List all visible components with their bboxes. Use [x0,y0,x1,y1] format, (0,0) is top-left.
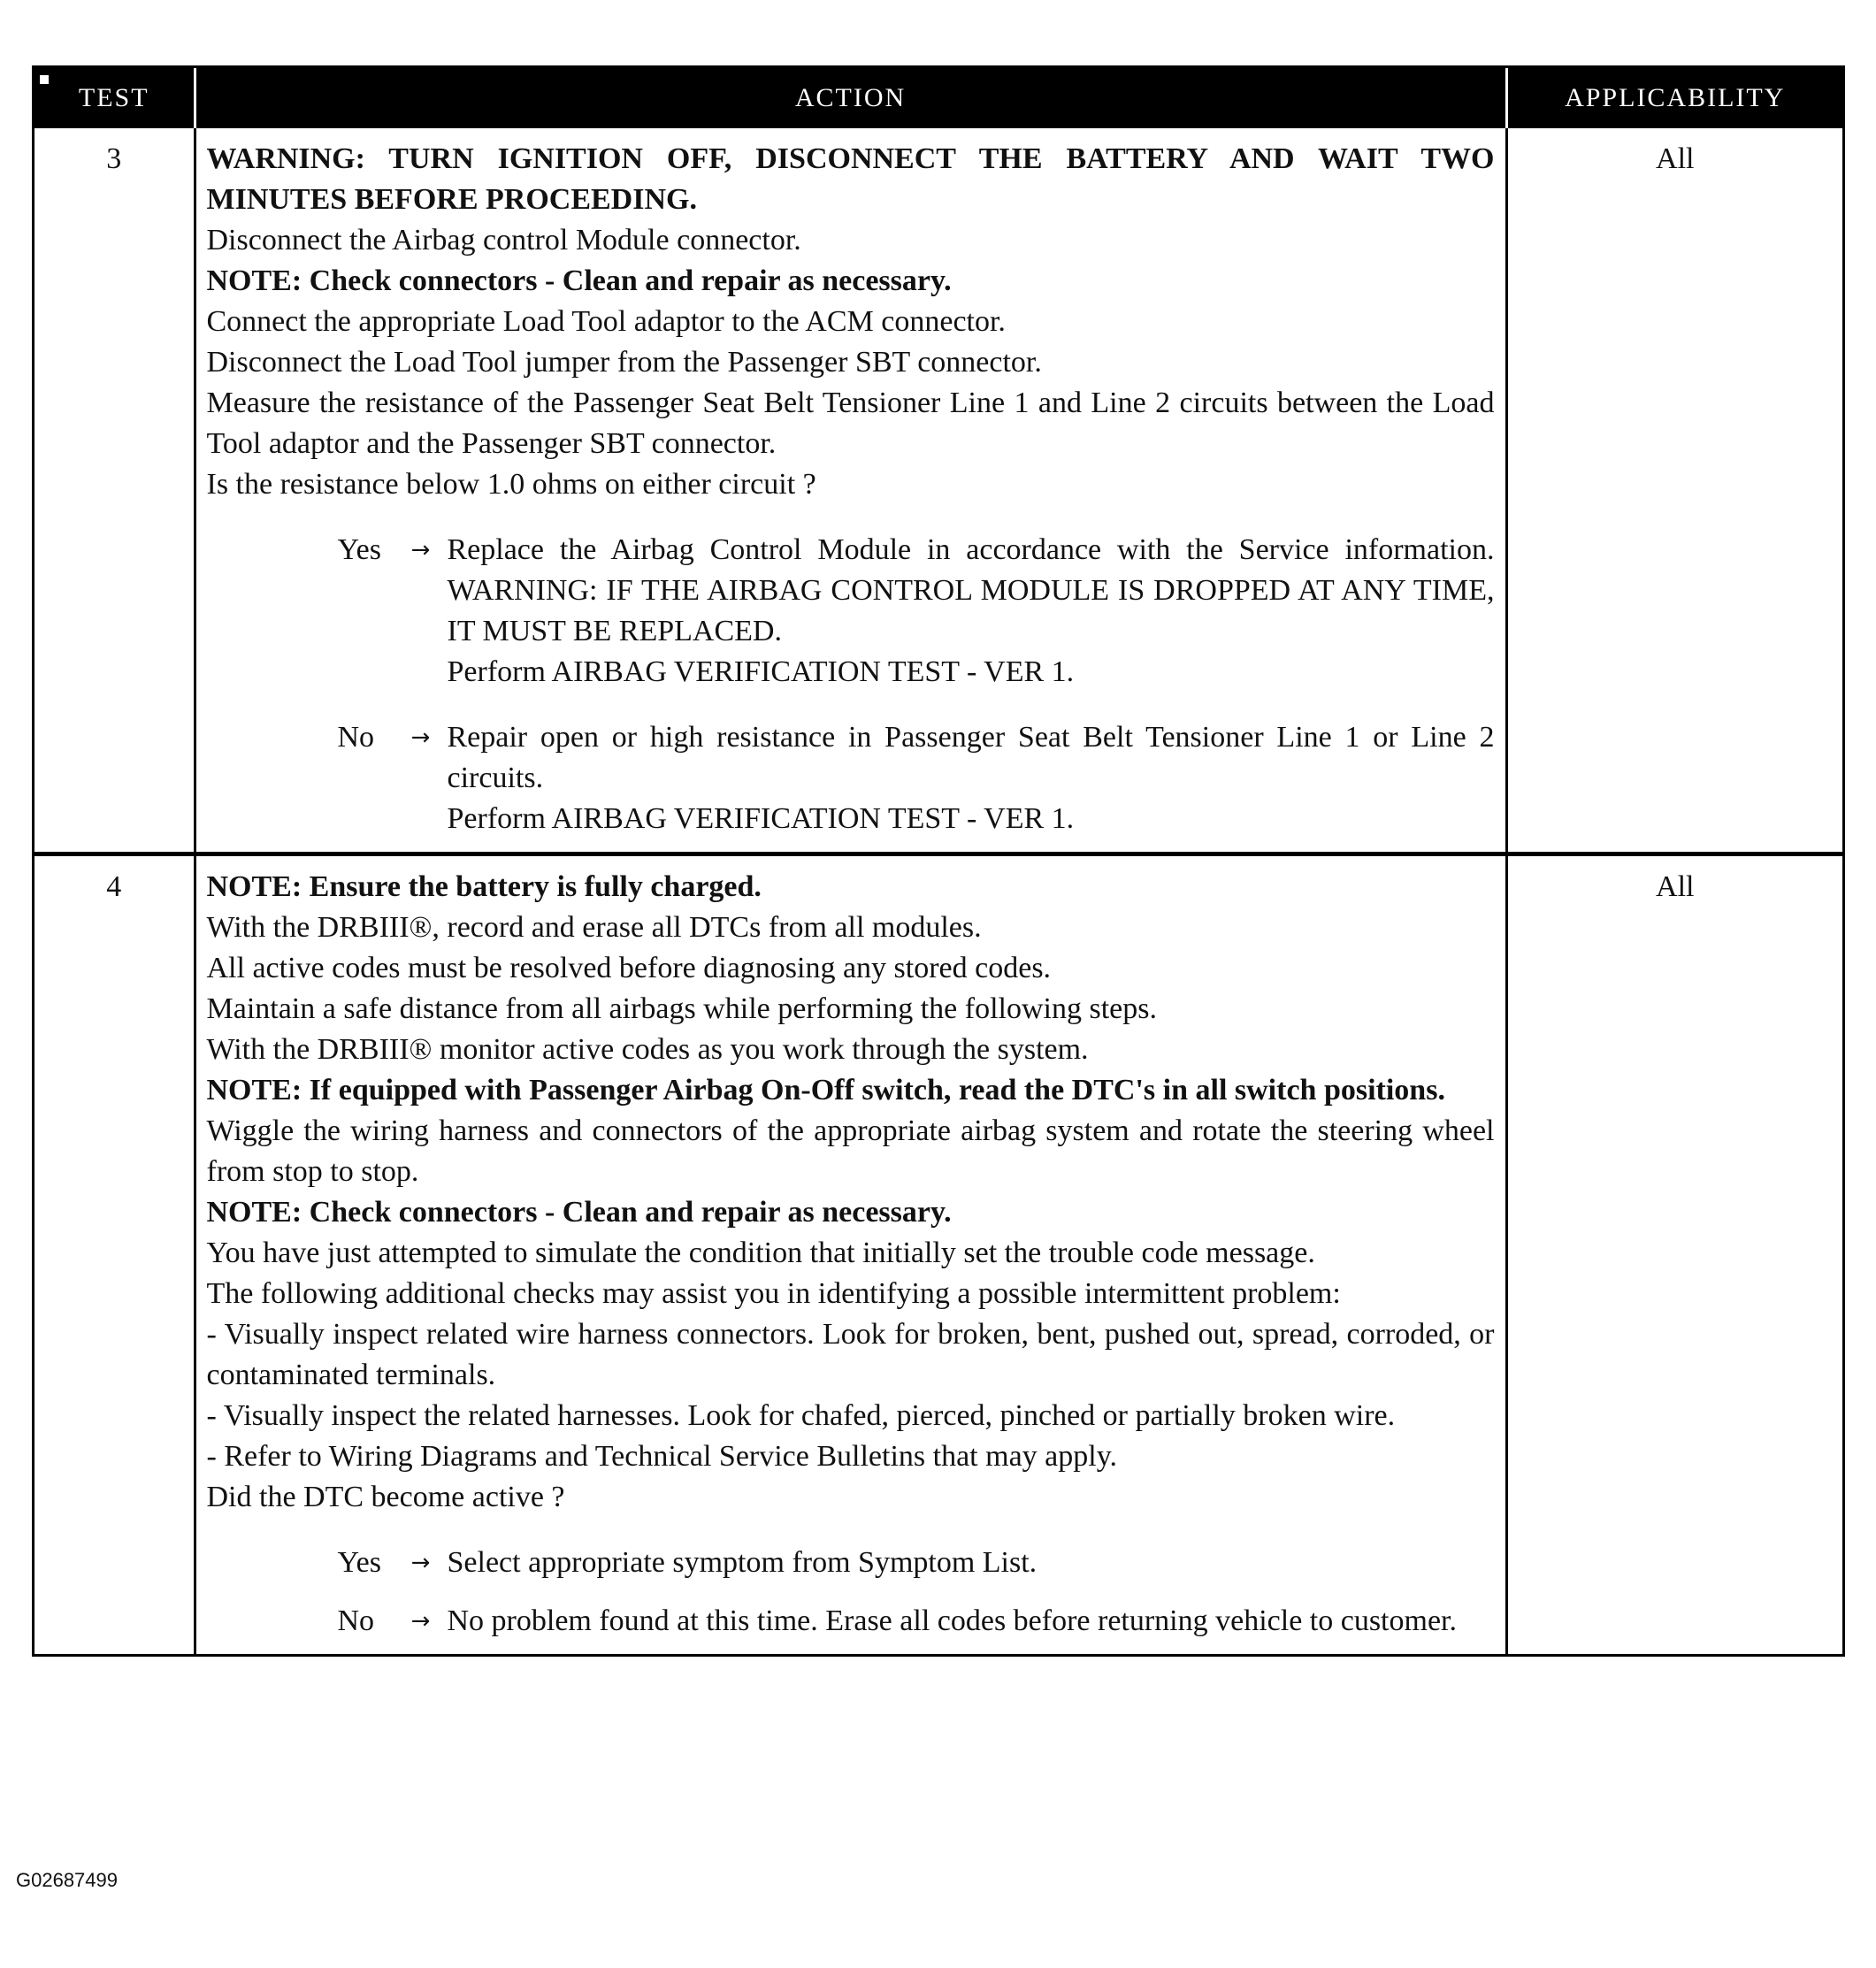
step-text: Maintain a safe distance from all airbags while performing the following steps. [206,992,1157,1025]
test-number: 4 [34,854,195,1655]
applicability-cell: All [1506,854,1842,1655]
applicability-cell: All [1506,128,1842,854]
test-row-3 [34,128,1842,854]
outcome-yes [338,1543,1495,1583]
step-text: Connect the appropriate Load Tool adaptor to the ACM connector. [206,305,1006,338]
diagnostic-test-table [34,68,1842,1654]
figure-id: G02687499 [16,1869,118,1891]
table-header-row [34,68,1842,128]
step-text: Disconnect the Airbag control Module connector. [206,224,801,257]
check-text: - Visually inspect the related harnesses. Look for chafed, pierced, pinched or partially broken wire. [206,1399,1396,1432]
step-text: The following additional checks may assist you in identifying a possible intermittent problem: [206,1277,1341,1310]
outcome-label: No [337,721,375,754]
question-text: Is the resistance below 1.0 ohms on either circuit ? [206,468,816,501]
action-cell [195,854,1506,1655]
outcome-label: No [337,1604,375,1637]
header-action: ACTION [195,68,1506,128]
note-text: NOTE: Check connectors - Clean and repair as necessary. [206,1196,952,1229]
test-number: 3 [106,142,122,175]
header-test-label: TEST [78,83,149,112]
step-text: With the DRBIII®, record and erase all DTCs from all modules. [206,911,982,944]
header-applicability: APPLICABILITY [1506,68,1842,128]
header-test [34,68,195,128]
warning-text: WARNING: TURN IGNITION OFF, DISCONNECT THE BATTERY AND WAIT TWO MINUTES BEFORE PROCEEDING. [206,142,1495,216]
outcome-text: Perform AIRBAG VERIFICATION TEST - VER 1. [447,802,1075,835]
check-text: - Visually inspect related wire harness connectors. Look for broken, bent, pushed out, spread, corroded, or contaminated terminals. [206,1318,1495,1391]
right-arrow-icon: → [410,1608,431,1635]
step-text: Measure the resistance of the Passenger Seat Belt Tensioner Line 1 and Line 2 circuits between the Load Tool adaptor and the Passenger SBT connector. [206,387,1495,460]
outcome-yes [338,530,1495,693]
outcome-label: Yes [337,533,381,566]
outcome-text: Replace the Airbag Control Module in accordance with the Service information. WARNING: IF THE AIRBAG CONTROL MODULE IS DROPPED AT ANY TIME, IT MUST BE REPLACED. [447,533,1495,647]
outcome-label: Yes [337,1546,381,1579]
step-text: You have just attempted to simulate the condition that initially set the trouble code message. [206,1237,1315,1269]
outcome-text: Perform AIRBAG VERIFICATION TEST - VER 1. [447,655,1075,688]
outcome-text: Repair open or high resistance in Passenger Seat Belt Tensioner Line 1 or Line 2 circuits. [447,721,1495,794]
check-text: - Refer to Wiring Diagrams and Technical Service Bulletins that may apply. [206,1440,1117,1473]
note-text: NOTE: Check connectors - Clean and repair as necessary. [206,264,952,297]
outcome-no [338,717,1495,839]
step-text: Wiggle the wiring harness and connectors of the appropriate airbag system and rotate the steering wheel from stop to stop. [206,1114,1495,1188]
outcome-text: No problem found at this time. Erase all codes before returning vehicle to customer. [447,1604,1457,1637]
action-cell [195,128,1506,854]
test-row-4 [34,854,1842,1655]
note-text: NOTE: Ensure the battery is fully charged. [206,870,762,903]
outcome-no [338,1601,1495,1642]
step-text: All active codes must be resolved before diagnosing any stored codes. [206,952,1052,984]
step-text: With the DRBIII® monitor active codes as you work through the system. [206,1033,1089,1066]
note-text: NOTE: If equipped with Passenger Airbag On-Off switch, read the DTC's in all switch positions. [206,1074,1445,1107]
step-text: Disconnect the Load Tool jumper from the Passenger SBT connector. [206,346,1042,379]
corner-mark-icon [40,75,49,84]
question-text: Did the DTC become active ? [206,1481,565,1513]
right-arrow-icon: → [410,537,431,563]
outcome-text: Select appropriate symptom from Symptom List. [447,1546,1038,1579]
diagnostic-table-sheet [32,65,1845,1657]
right-arrow-icon: → [410,1550,431,1576]
right-arrow-icon: → [410,724,431,751]
